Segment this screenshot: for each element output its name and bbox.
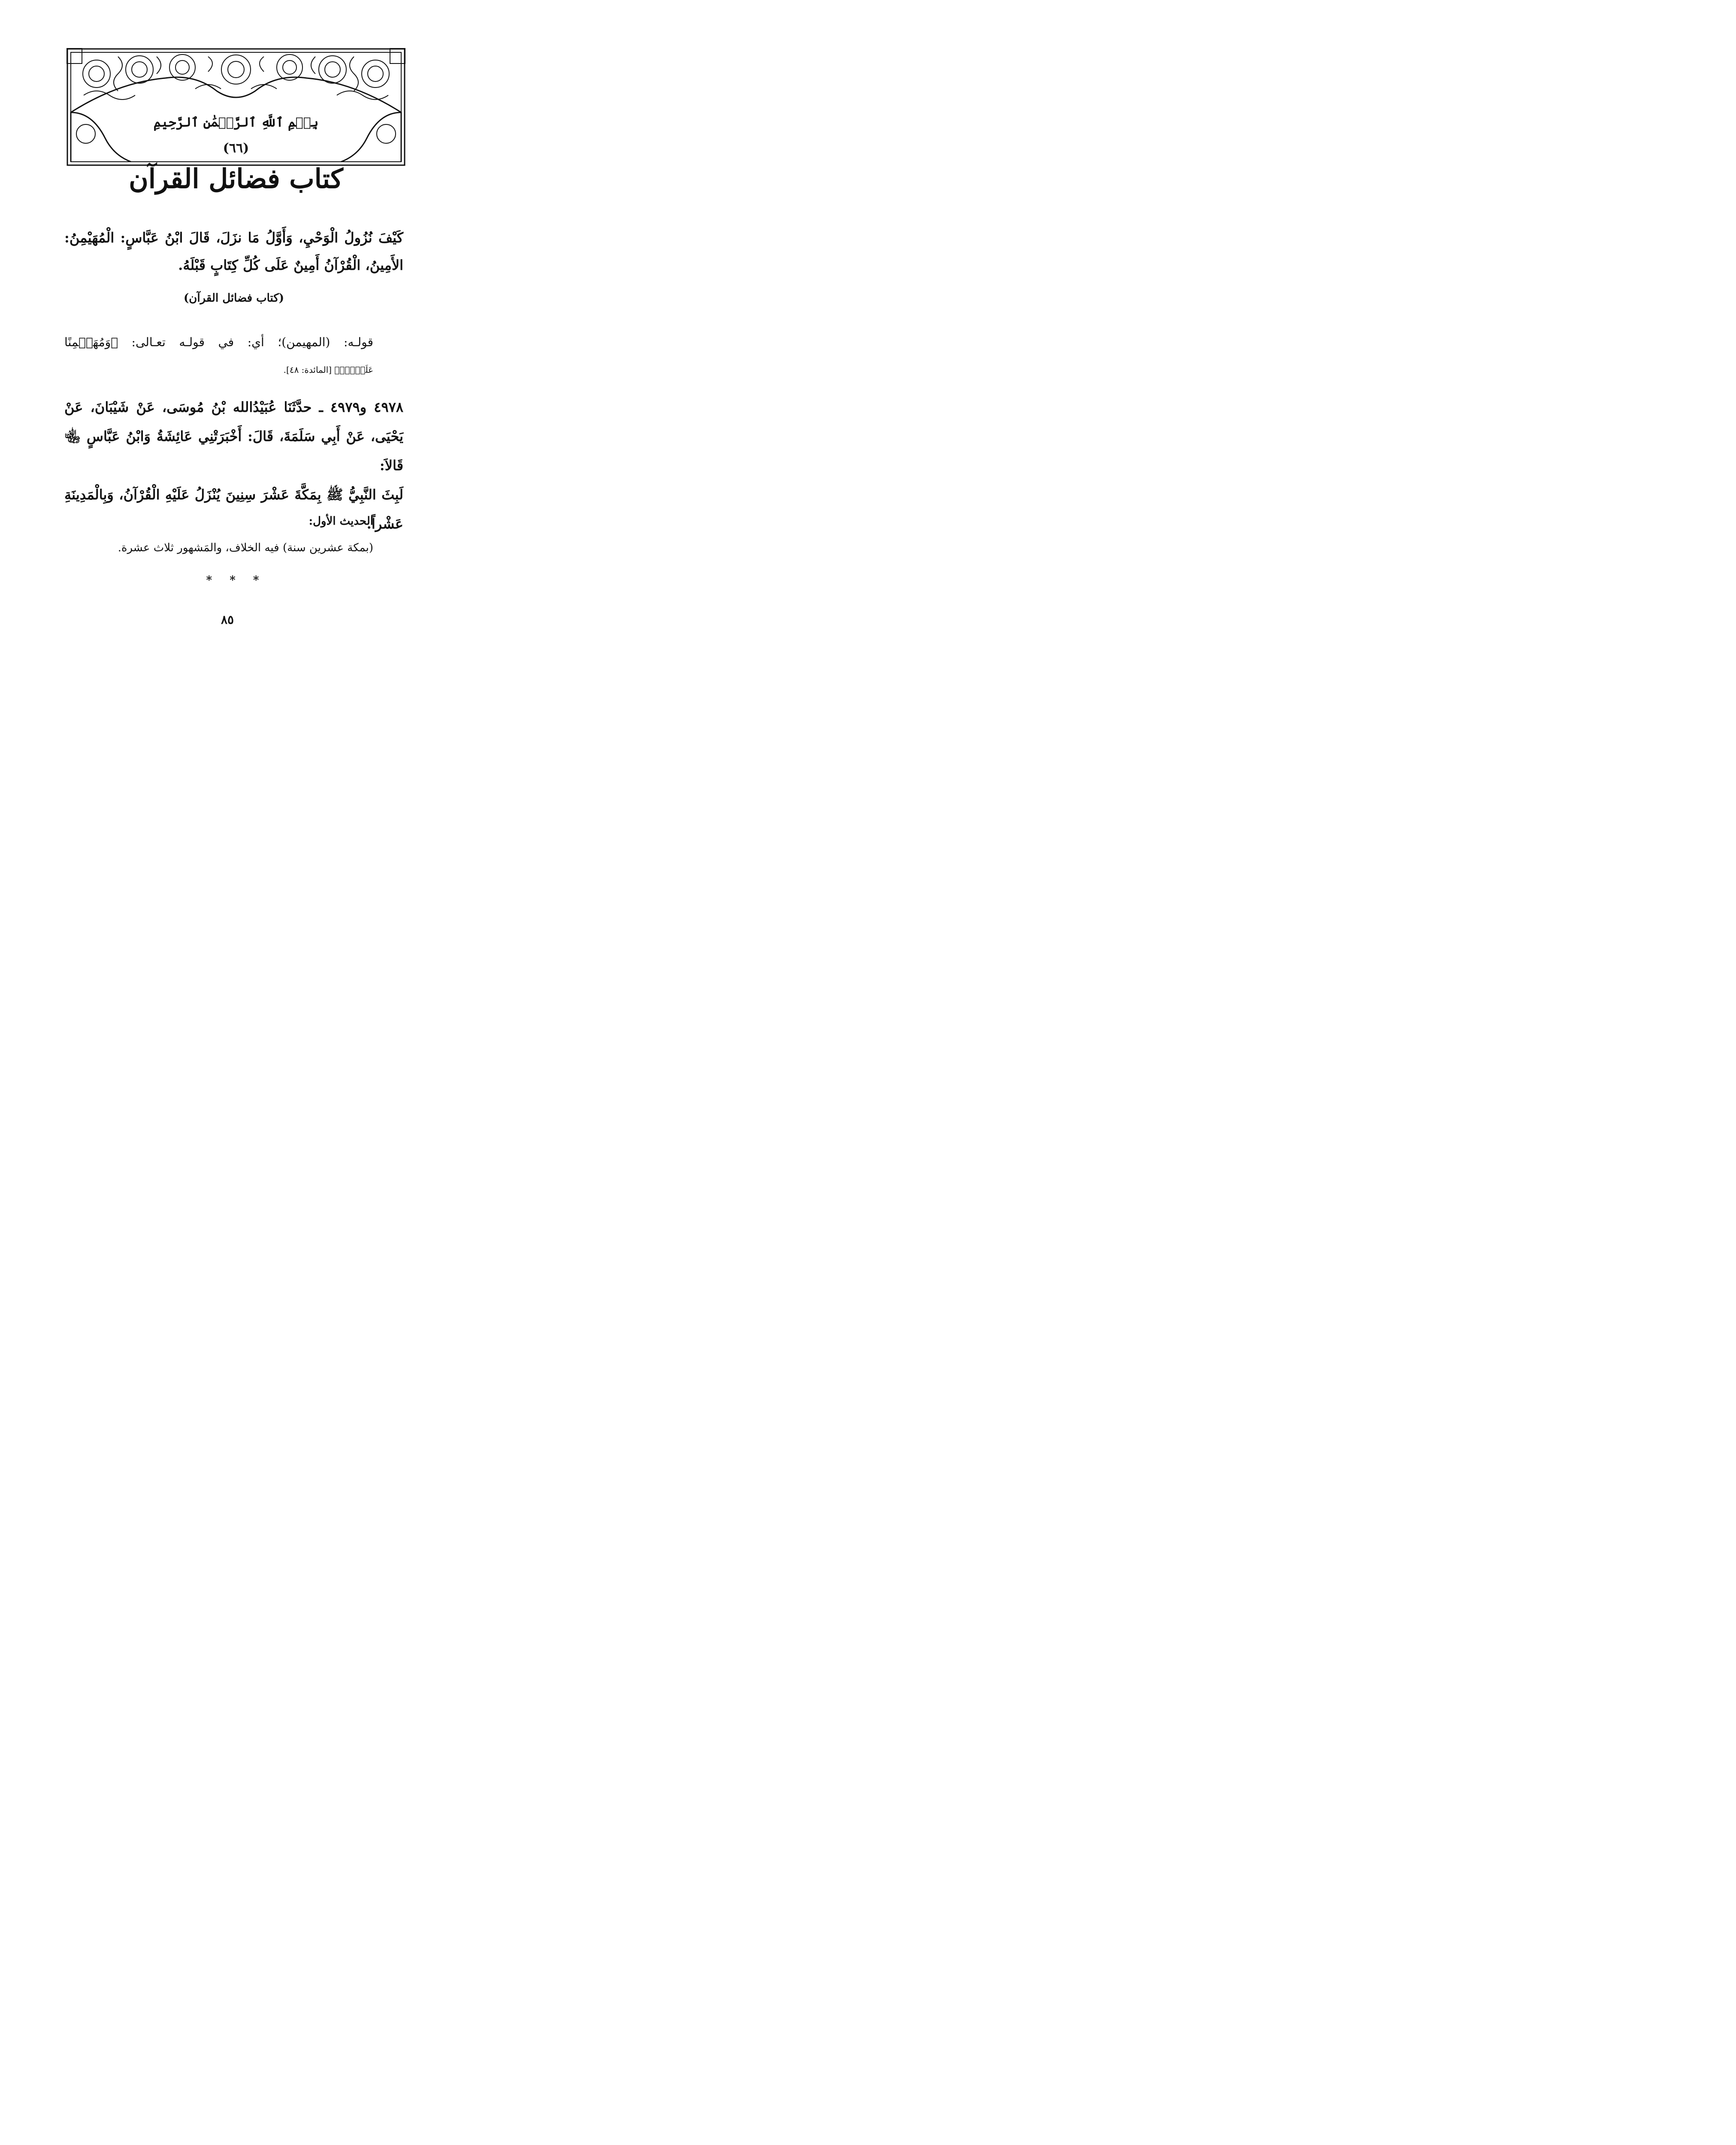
intro-line: الأَمِينُ، الْقُرْآنُ أَمِينٌ عَلَى كُلِّ كِتَابٍ قَبْلَهُ. (178, 257, 403, 273)
document-page (0, 0, 456, 671)
book-title: كتاب فضائل القرآن (129, 163, 343, 194)
commentary-line: عَلَيۡهِۖ﴾ [المائدة: ٤٨]. (283, 365, 373, 375)
sub-heading: الحديث الأول: (308, 515, 373, 528)
intro-paragraph (64, 224, 403, 279)
hadith-line: يَحْيَى، عَنْ أَبِي سَلَمَةَ، قَالَ: أَخْبَرَتْنِي عَائِشَةُ وَابْنُ عَبَّاسٍ ﵄ قَالاَ: (64, 428, 403, 474)
hadith-line: ٤٩٧٨ و٤٩٧٩ ـ حدَّثَنَا عُبَيْدُالله بْنُ مُوسَى، عَنْ شَيْبَانَ، عَنْ (64, 399, 404, 415)
intro-line: كَيْفَ نُزُولُ الْوَحْيِ، وَأَوَّلُ مَا نزَلَ، قَالَ ابْنُ عَبَّاسٍ: الْمُهَيْمِنُ: (64, 230, 403, 246)
commentary-paragraph (64, 329, 373, 384)
basmala: بِسۡمِ ٱللَّهِ ٱلرَّحۡمَٰنِ ٱلرَّحِيمِ (153, 115, 319, 130)
chapter-number: (٦٦) (223, 141, 249, 156)
section-separator: * * * (206, 574, 266, 587)
hadith-line: لَبِثَ النَّبِيُّ ﷺ بِمَكَّةَ عَشْرَ سِنِينَ يُنْزَلُ عَلَيْهِ الْقُرْآنُ، وَبِالْمَدِينَةِ (64, 486, 404, 503)
commentary-note: (بمكة عشرين سنة) فيه الخلاف، والمَشهور ثلاث عشرة. (118, 541, 373, 554)
hadith-line: عَشْراً. (366, 516, 403, 532)
commentary-line: قولـه: (المهيمن)؛ أي: في قولـه تعـالى: ﴿وَمُهَيۡمِنًا (64, 335, 373, 349)
page-number: ٨٥ (221, 613, 234, 627)
section-heading: (كتاب فضائل القرآن) (183, 292, 284, 305)
